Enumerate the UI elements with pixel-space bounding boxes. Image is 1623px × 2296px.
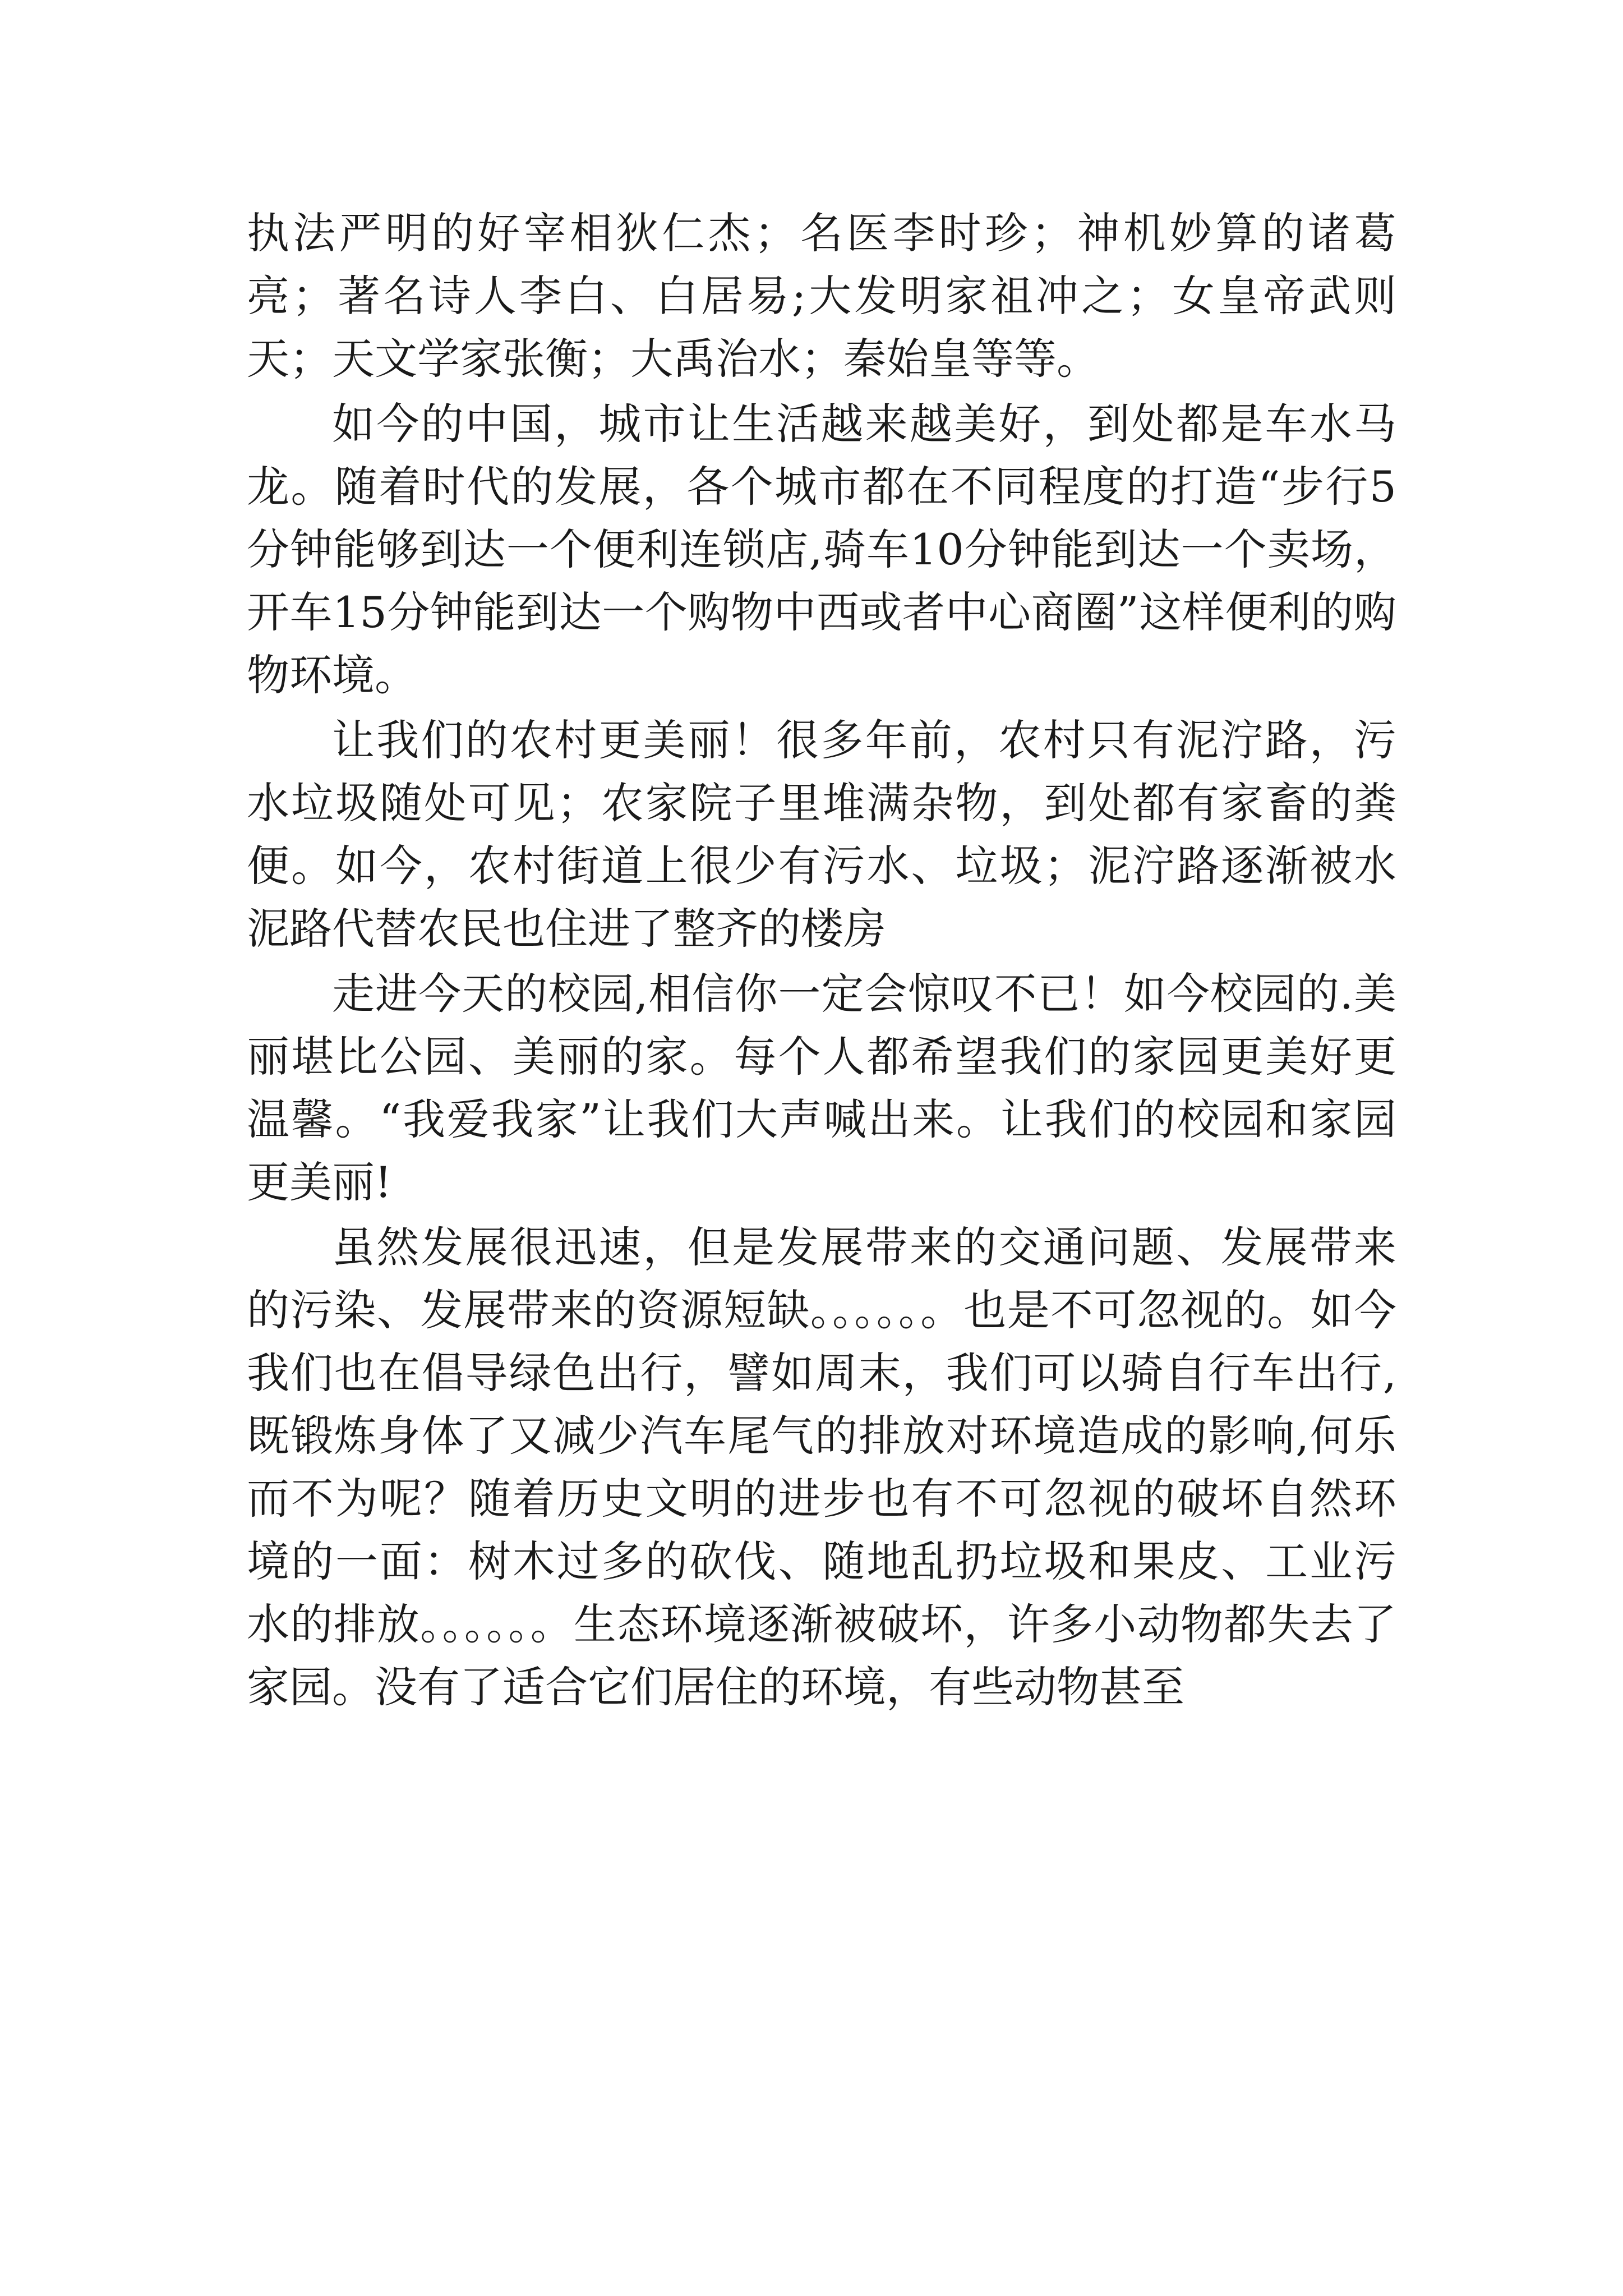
document-body (247, 202, 1396, 1721)
paragraph-3: 让我们的农村更美丽！很多年前，农村只有泥泞路，污水垃圾随处可见；农家院子里堆满杂物，到处都有家畜的粪便。如今，农村街道上很少有污水、垃圾；泥泞路逐渐被水泥路代替农民也住进了整齐的楼房 (247, 715, 1396, 954)
paragraph-2: 如今的中国，城市让生活越来越美好，到处都是车水马龙。随着时代的发展，各个城市都在不同程度的打造“步行5分钟能够到达一个便利连锁店,骑车10分钟能到达一个卖场，开车15分钟能到达一个购物中西或者中心商圈”这样便利的购物环境。 (247, 399, 1396, 700)
paragraph-4: 走进今天的校园,相信你一定会惊叹不已！如今校园的.美丽堪比公园、美丽的家。每个人都希望我们的家园更美好更温馨。“我爱我家”让我们大声喊出来。让我们的校园和家园更美丽! (247, 969, 1396, 1207)
paragraph-1: 执法严明的好宰相狄仁杰；名医李时珍；神机妙算的诸葛亮；著名诗人李白、白居易;大发明家祖冲之；女皇帝武则天；天文学家张衡；大禹治水；秦始皇等等。 (247, 208, 1396, 384)
paragraph-5: 虽然发展很迅速，但是发展带来的交通问题、发展带来的污染、发展带来的资源短缺。。。。。。也是不可忽视的。如今我们也在倡导绿色出行，譬如周末，我们可以骑自行车出行,既锻炼身体了又减少汽车尾气的排放对环境造成的影响,何乐而不为呢？随着历史文明的进步也有不可忽视的破坏自然环境的一面：树木过多的砍伐、随地乱扔垃圾和果皮、工业污水的排放。。。。。。生态环境逐渐被破坏，许多小动物都失去了家园。没有了适合它们居住的环境，有些动物甚至 (247, 1222, 1396, 1712)
